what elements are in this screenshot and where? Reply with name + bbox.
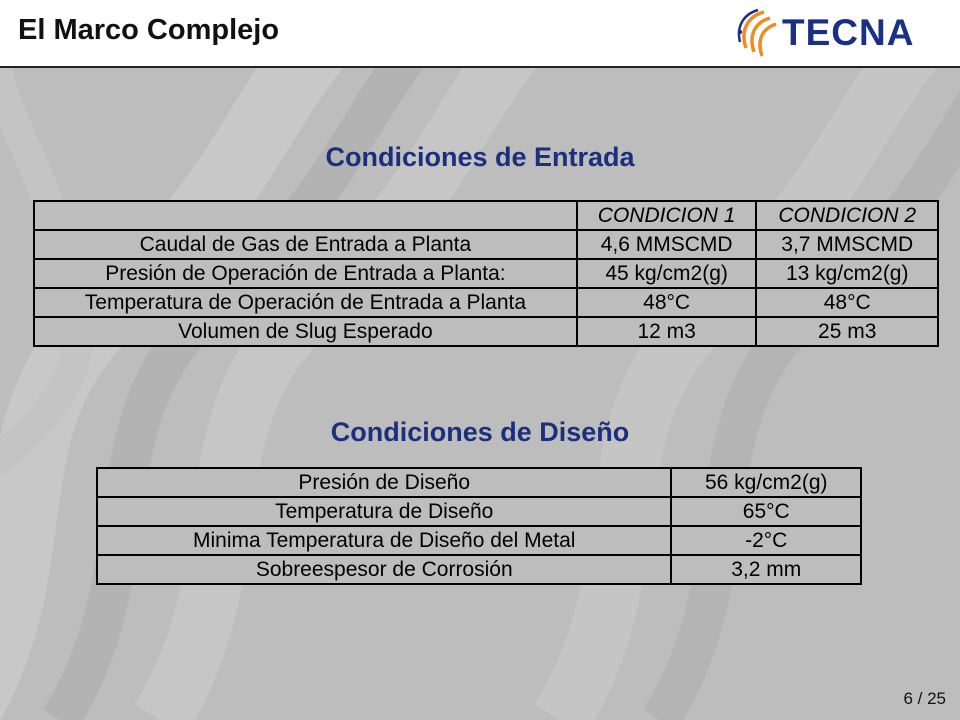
entrada-conditions-table <box>33 200 939 347</box>
table-row <box>34 317 938 346</box>
table-row <box>34 230 938 259</box>
condicion-1-value: 12 m3 <box>577 317 757 346</box>
table-row <box>97 526 861 555</box>
row-label: Sobreespesor de Corrosión <box>97 555 671 584</box>
condicion-1-value: 48°C <box>577 288 757 317</box>
header-cell-empty <box>34 201 577 230</box>
row-label: Minima Temperatura de Diseño del Metal <box>97 526 671 555</box>
row-value: 65°C <box>671 497 861 526</box>
table-row <box>34 288 938 317</box>
tecna-logo <box>734 8 944 58</box>
condicion-2-value: 25 m3 <box>756 317 938 346</box>
table-row <box>34 259 938 288</box>
row-value: 3,2 mm <box>671 555 861 584</box>
page-number: 6 / 25 <box>903 689 946 708</box>
header-condicion-1: CONDICION 1 <box>577 201 757 230</box>
header-condicion-2: CONDICION 2 <box>756 201 938 230</box>
row-value: -2°C <box>671 526 861 555</box>
diseno-section-title: Condiciones de Diseño <box>330 417 630 447</box>
tecna-logo-text: TECNA <box>782 12 915 53</box>
table-row <box>97 468 861 497</box>
condicion-2-value: 13 kg/cm2(g) <box>756 259 938 288</box>
entrada-section-title: Condiciones de Entrada <box>325 142 635 172</box>
table-header-row <box>34 201 938 230</box>
row-label: Volumen de Slug Esperado <box>34 317 577 346</box>
row-label: Caudal de Gas de Entrada a Planta <box>34 230 577 259</box>
row-value: 56 kg/cm2(g) <box>671 468 861 497</box>
condicion-1-value: 4,6 MMSCMD <box>577 230 757 259</box>
slide-title: El Marco Complejo <box>18 14 280 46</box>
table-row <box>97 497 861 526</box>
condicion-1-value: 45 kg/cm2(g) <box>577 259 757 288</box>
row-label: Temperatura de Operación de Entrada a Planta <box>34 288 577 317</box>
slide-header <box>0 0 960 68</box>
condicion-2-value: 48°C <box>756 288 938 317</box>
diseno-conditions-table <box>96 467 862 585</box>
row-label: Presión de Diseño <box>97 468 671 497</box>
tecna-logo-mark-icon <box>734 8 778 58</box>
table-row <box>97 555 861 584</box>
row-label: Presión de Operación de Entrada a Planta: <box>34 259 577 288</box>
row-label: Temperatura de Diseño <box>97 497 671 526</box>
condicion-2-value: 3,7 MMSCMD <box>756 230 938 259</box>
